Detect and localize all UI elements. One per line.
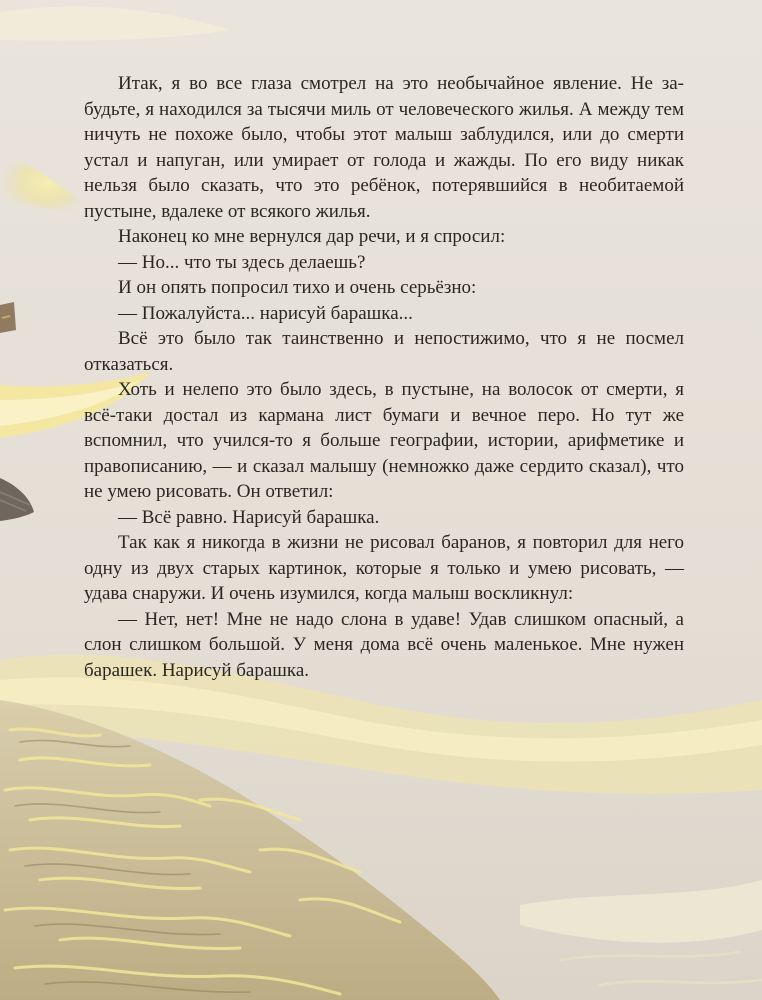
- paragraph-5: — Пожалуйста... нарисуй барашка...: [118, 302, 413, 324]
- paragraph-1: Итак, я во все глаза смотрел на это необычайное явление. Не забудьте, я находился за тысячи миль от человеческого жилья. А между тем ничуть не похоже было, чтобы этот малыш заблудился, или до смерти устал и напуган, или умирает от голода и жажды. По его виду никак нельзя было сказать, что это ребёнок, потерявшийся в необитаемой пустыне, вдалеке от всякого жилья.: [84, 73, 684, 222]
- story-text: [84, 71, 684, 683]
- paragraph-3: — Но... что ты здесь делаешь?: [118, 251, 366, 273]
- paragraph-2: Наконец ко мне вернулся дар речи, и я спросил:: [118, 226, 506, 247]
- paragraph-6: Всё это было так таинственно и непостижимо, что я не посмел отказаться.: [84, 328, 684, 375]
- paragraph-9: Так как я никогда в жизни не рисовал баранов, я повторил для него одну из двух старых картинок, которые я только и умею рисовать, — удава снаружи. И очень изумился, когда малыш воскликнул:: [84, 532, 684, 604]
- paragraph-10: — Нет, нет! Мне не надо слона в удаве! Удав слишком опасный, а слон слишком большой. У меня дома всё очень маленькое. Мне нужен барашек. Нарисуй барашка.: [84, 608, 684, 681]
- paragraph-4: И он опять попросил тихо и очень серьёзно:: [118, 277, 477, 298]
- paragraph-7: Хоть и нелепо это было здесь, в пустыне, на волосок от смерти, я всё-таки достал из кармана лист бумаги и вечное перо. Но тут же вспомнил, что учился-то я больше географии, истории, арифметике и правописанию, — и сказал малышу (немножко даже сердито сказал), что не умею рисовать. Он ответил:: [84, 379, 684, 502]
- paragraph-8: — Всё равно. Нарисуй барашка.: [118, 506, 380, 528]
